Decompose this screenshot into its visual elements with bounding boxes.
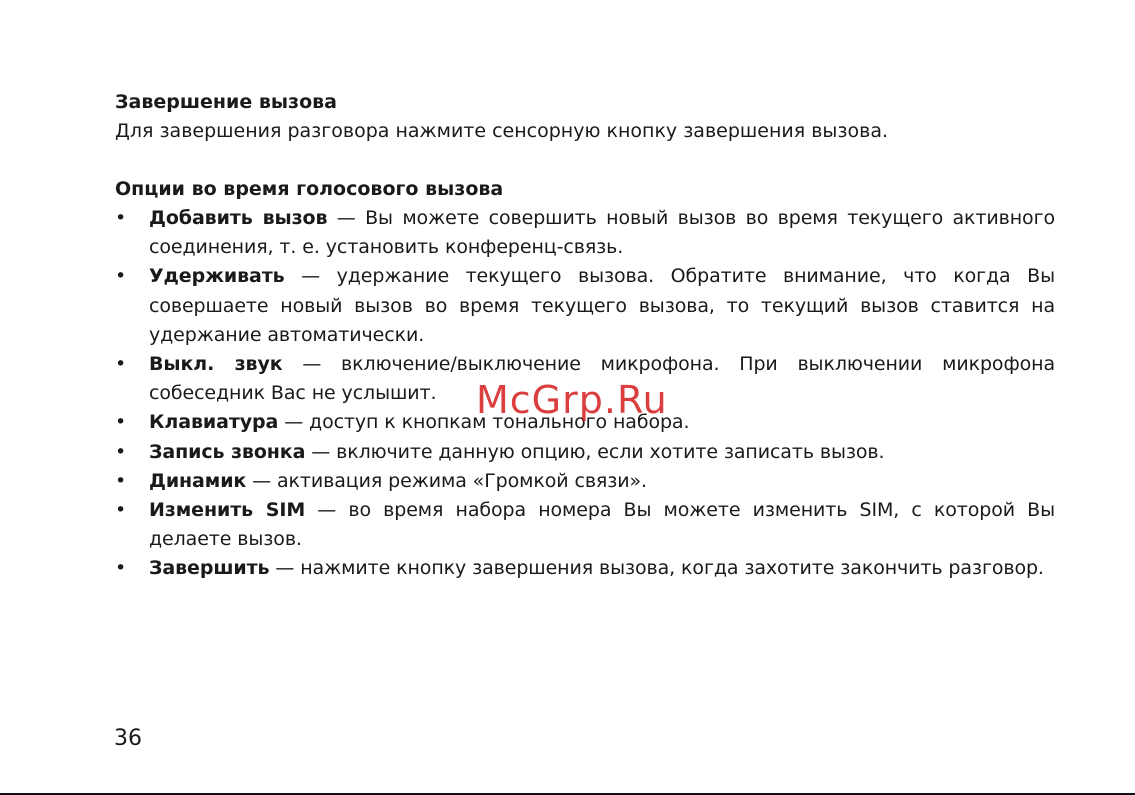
bullet-icon: • [115,411,127,434]
section-title-end-call: Завершение вызова [115,91,337,113]
option-description: — включение/выключение микрофона. При выключении микрофона собеседник Вас не услышит. [149,353,1055,405]
section-title-call-options: Опции во время голосового вызова [115,178,504,200]
list-item [115,554,1055,583]
option-term: Запись звонка [149,440,306,463]
bullet-icon: • [115,557,127,580]
option-term: Удерживать [149,265,285,288]
option-description: — Вы можете совершить новый вызов во время текущего активного соединения, т. е. установить конференц-связь. [149,207,1055,259]
option-term: Клавиатура [149,411,279,434]
option-description: — доступ к кнопкам тонального набора. [278,411,690,434]
watermark-logo: McGrp.Ru [476,378,668,422]
option-description: — нажмите кнопку завершения вызова, когда захотите закончить разговор. [269,557,1044,580]
option-description: — активация режима «Громкой связи». [246,469,647,492]
bullet-icon: • [115,265,127,288]
bullet-icon: • [115,353,127,376]
list-item [115,204,1055,262]
section-spacer [115,146,1055,175]
page-number: 36 [114,726,142,751]
option-term: Динамик [149,469,247,492]
option-description: — во время набора номера Вы можете изменить SIM, с которой Вы делаете вызов. [149,499,1055,551]
list-item [115,438,1055,467]
section-text-end-call: Для завершения разговора нажмите сенсорную кнопку завершения вызова. [115,120,889,142]
list-item [115,467,1055,496]
page-content [115,88,1055,584]
option-term: Добавить вызов [149,207,328,229]
bullet-icon: • [115,469,127,492]
bullet-icon: • [115,207,127,229]
list-item [115,496,1055,554]
list-item [115,262,1055,350]
option-description: — удержание текущего вызова. Обратите внимание, что когда Вы совершаете новый вызов во время текущего вызова, то текущий вызов ставится на удержание автоматически. [149,265,1055,346]
option-term: Изменить SIM [149,499,306,522]
option-term: Завершить [149,557,270,580]
bullet-icon: • [115,499,127,522]
option-term: Выкл. звук [149,353,283,376]
bullet-icon: • [115,440,127,463]
option-description: — включите данную опцию, если хотите записать вызов. [305,440,885,463]
